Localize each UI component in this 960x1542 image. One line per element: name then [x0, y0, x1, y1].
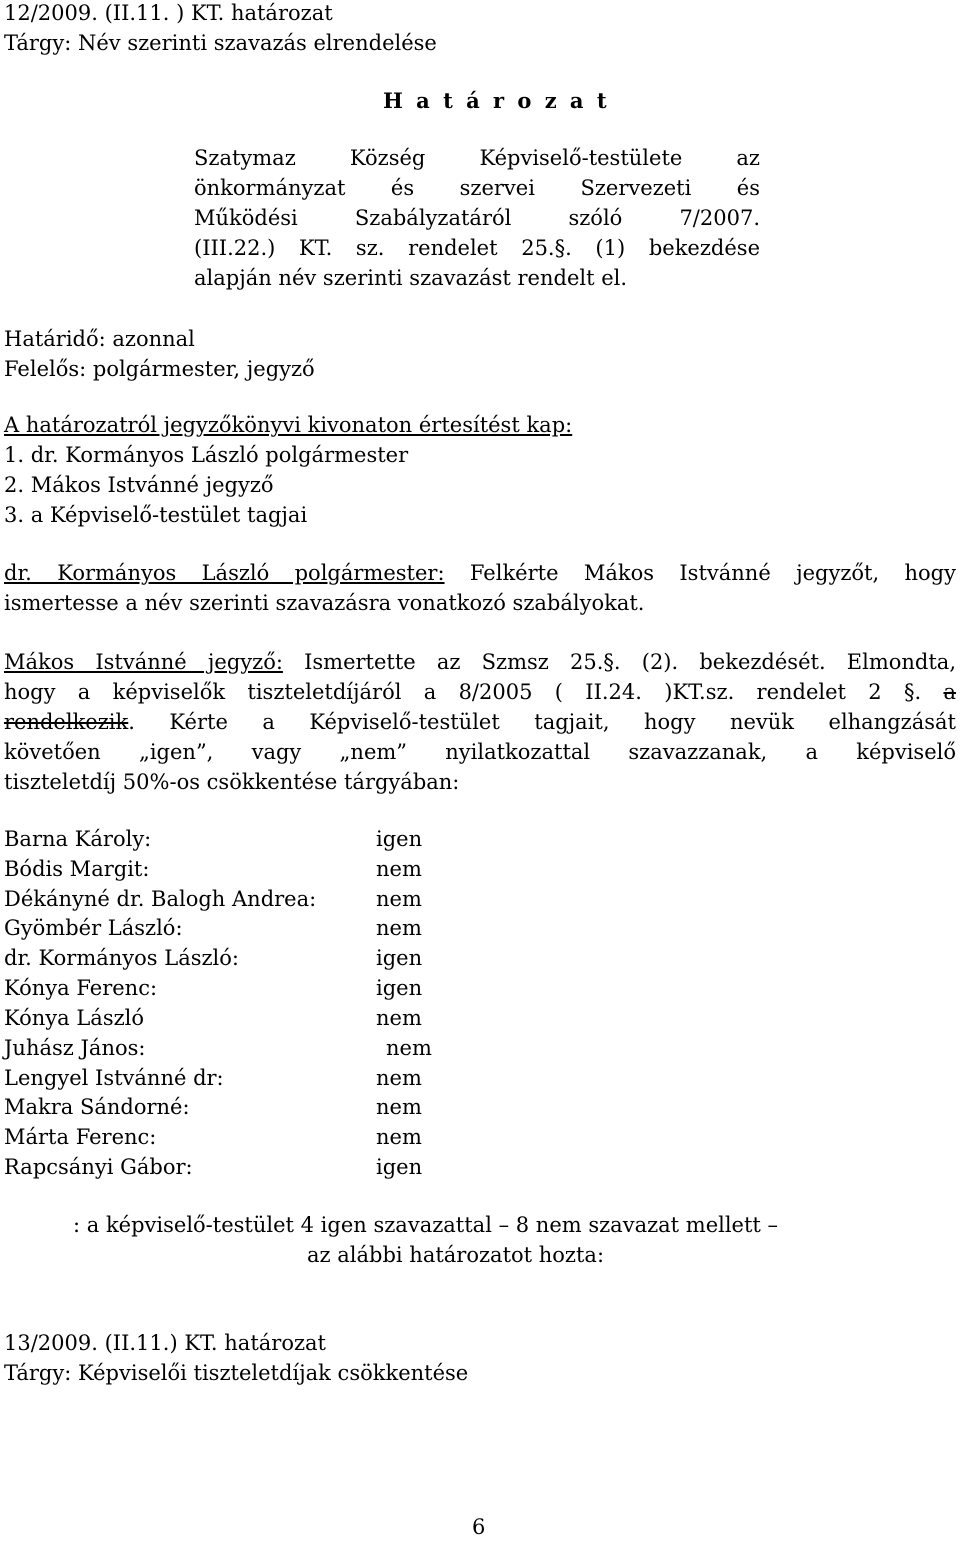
notary-paragraph-line	[4, 707, 956, 737]
voter-name: Juhász János:	[4, 1036, 146, 1060]
vote-value: igen	[376, 946, 423, 970]
vote-value: igen	[376, 976, 423, 1000]
voter-name: Lengyel Istvánné dr:	[4, 1066, 224, 1090]
page-number: 6	[472, 1515, 486, 1539]
deadline: Határidő: azonnal	[4, 327, 195, 351]
vote-value: nem	[376, 1095, 422, 1119]
vote-value: nem	[376, 857, 422, 881]
mayor-statement: Felkérte Mákos Istvánné jegyzőt, hogy	[444, 561, 956, 585]
voter-name: Dékányné dr. Balogh Andrea:	[4, 887, 317, 911]
resolution-line: Szatymaz Község Képviselő-testülete az	[194, 146, 760, 170]
notary-statement: Ismertette az Szmsz 25.§. (2). bekezdését. Elmondta,	[282, 650, 956, 674]
vote-value: igen	[376, 827, 423, 851]
vote-row	[4, 913, 183, 943]
vote-row	[4, 1092, 190, 1122]
speaker-mayor: dr. Kormányos László polgármester:	[4, 561, 445, 585]
vote-row	[4, 943, 239, 973]
resolution-line: önkormányzat és szervei Szervezeti és	[194, 176, 760, 200]
vote-value: nem	[376, 1125, 422, 1149]
notary-statement: hogy a képviselők tiszteletdíjáról a 8/2005 ( II.24. )KT.sz. rendelet 2 §.	[4, 680, 944, 704]
resolution-subject: Tárgy: Képviselői tiszteletdíjak csökkentése	[4, 1361, 469, 1385]
resolution-subject: Tárgy: Név szerinti szavazás elrendelése	[4, 31, 437, 55]
vote-value: nem	[376, 1066, 422, 1090]
vote-value: nem	[376, 916, 422, 940]
notary-paragraph-line	[4, 677, 956, 707]
vote-value: nem	[386, 1036, 432, 1060]
vote-value: igen	[376, 1155, 423, 1179]
vote-row	[4, 973, 157, 1003]
responsible: Felelős: polgármester, jegyző	[4, 357, 315, 381]
mayor-paragraph	[4, 558, 956, 618]
resolution-line: Működési Szabályzatáról szóló 7/2007.	[194, 206, 760, 230]
speaker-notary: Mákos Istvánné jegyző:	[4, 650, 283, 674]
voter-name: dr. Kormányos László:	[4, 946, 239, 970]
vote-row	[4, 1122, 156, 1152]
notary-paragraph	[4, 647, 956, 797]
voter-name: Kónya László	[4, 1006, 145, 1030]
vote-row	[4, 1003, 144, 1033]
vote-result: : a képviselő-testület 4 igen szavazattal – 8 nem szavazat mellett –	[73, 1213, 779, 1237]
notary-paragraph-line	[4, 647, 956, 677]
resolution-number: 13/2009. (II.11.) KT. határozat	[4, 1331, 326, 1355]
notary-paragraph-line: követően „igen”, vagy „nem” nyilatkozattal szavazzanak, a képviselő	[4, 740, 956, 764]
notify-item: 3. a Képviselő-testület tagjai	[4, 503, 308, 527]
voter-name: Makra Sándorné:	[4, 1095, 190, 1119]
struck-text: rendelkezik	[4, 710, 129, 734]
vote-row	[4, 884, 316, 914]
voter-name: Barna Károly:	[4, 827, 152, 851]
vote-row	[4, 824, 151, 854]
mayor-paragraph-line: ismertesse a név szerinti szavazásra vonatkozó szabályokat.	[4, 591, 645, 615]
voter-name: Márta Ferenc:	[4, 1125, 157, 1149]
vote-value: nem	[376, 887, 422, 911]
mayor-paragraph-line	[4, 558, 956, 588]
vote-row	[4, 1152, 193, 1182]
voter-name: Rapcsányi Gábor:	[4, 1155, 193, 1179]
vote-result-conclusion: az alábbi határozatot hozta:	[307, 1243, 605, 1267]
notary-statement: . Kérte a Képviselő-testület tagjait, hogy nevük elhangzását	[128, 710, 956, 734]
voter-name: Kónya Ferenc:	[4, 976, 158, 1000]
vote-row	[4, 1033, 145, 1063]
vote-row	[4, 854, 149, 884]
voter-name: Bódis Margit:	[4, 857, 150, 881]
vote-value: nem	[376, 1006, 422, 1030]
vote-row	[4, 1063, 224, 1093]
voter-name: Gyömbér László:	[4, 916, 183, 940]
struck-text: a	[943, 680, 956, 704]
notify-item: 2. Mákos Istvánné jegyző	[4, 473, 274, 497]
notary-paragraph-line: tiszteletdíj 50%-os csökkentése tárgyában:	[4, 770, 460, 794]
resolution-number: 12/2009. (II.11. ) KT. határozat	[4, 1, 333, 25]
notify-item: 1. dr. Kormányos László polgármester	[4, 443, 409, 467]
resolution-line: (III.22.) KT. sz. rendelet 25.§. (1) bekezdése	[194, 236, 760, 260]
resolution-title: H a t á r o z a t	[383, 88, 610, 113]
resolution-line: alapján név szerinti szavazást rendelt el.	[194, 266, 628, 290]
notify-heading: A határozatról jegyzőkönyvi kivonaton értesítést kap:	[4, 413, 573, 437]
resolution-body	[194, 143, 760, 293]
